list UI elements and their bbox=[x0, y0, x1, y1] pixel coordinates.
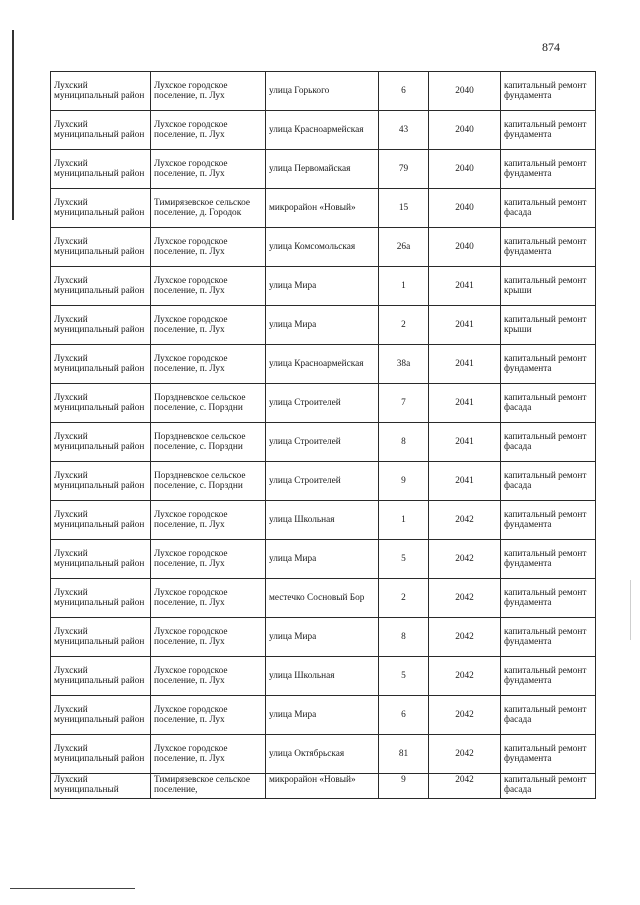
year-cell: 2042 bbox=[429, 540, 501, 579]
work-type-cell: капитальный ремонт фундамента bbox=[501, 150, 596, 189]
settlement-cell: Лухское городское поселение, п. Лух bbox=[151, 345, 266, 384]
settlement-cell: Порздневское сельское поселение, с. Порздни bbox=[151, 462, 266, 501]
settlement-cell: Порздневское сельское поселение, с. Порздни bbox=[151, 384, 266, 423]
settlement-cell: Лухское городское поселение, п. Лух bbox=[151, 228, 266, 267]
street-cell: улица Строителей bbox=[266, 423, 379, 462]
house-number-cell: 6 bbox=[379, 72, 429, 111]
year-cell: 2040 bbox=[429, 189, 501, 228]
settlement-cell: Лухское городское поселение, п. Лух bbox=[151, 72, 266, 111]
year-cell: 2041 bbox=[429, 267, 501, 306]
table-row bbox=[51, 189, 596, 228]
settlement-cell: Лухское городское поселение, п. Лух bbox=[151, 306, 266, 345]
district-cell: Лухский муниципальный район bbox=[51, 189, 151, 228]
work-type-cell: капитальный ремонт фасада bbox=[501, 423, 596, 462]
year-cell: 2040 bbox=[429, 150, 501, 189]
table-row bbox=[51, 345, 596, 384]
house-number-cell: 26а bbox=[379, 228, 429, 267]
district-cell: Лухский муниципальный район bbox=[51, 462, 151, 501]
house-number-cell: 43 bbox=[379, 111, 429, 150]
work-type-cell: капитальный ремонт фундамента bbox=[501, 72, 596, 111]
year-cell: 2042 bbox=[429, 696, 501, 735]
year-cell: 2042 bbox=[429, 618, 501, 657]
settlement-cell: Лухское городское поселение, п. Лух bbox=[151, 267, 266, 306]
settlement-cell: Лухское городское поселение, п. Лух bbox=[151, 735, 266, 774]
settlement-cell: Лухское городское поселение, п. Лух bbox=[151, 657, 266, 696]
table-row bbox=[51, 384, 596, 423]
district-cell: Лухский муниципальный район bbox=[51, 657, 151, 696]
repair-schedule-table bbox=[50, 71, 596, 799]
work-type-cell: капитальный ремонт фундамента bbox=[501, 657, 596, 696]
street-cell: улица Мира bbox=[266, 696, 379, 735]
table-row bbox=[51, 657, 596, 696]
street-cell: улица Строителей bbox=[266, 384, 379, 423]
settlement-cell: Лухское городское поселение, п. Лух bbox=[151, 579, 266, 618]
work-type-cell: капитальный ремонт крыши bbox=[501, 306, 596, 345]
settlement-cell: Порздневское сельское поселение, с. Порздни bbox=[151, 423, 266, 462]
street-cell: улица Мира bbox=[266, 540, 379, 579]
work-type-cell: капитальный ремонт фасада bbox=[501, 189, 596, 228]
year-cell: 2042 bbox=[429, 657, 501, 696]
work-type-cell: капитальный ремонт фундамента bbox=[501, 228, 596, 267]
table-row bbox=[51, 774, 596, 799]
settlement-cell: Лухское городское поселение, п. Лух bbox=[151, 111, 266, 150]
year-cell: 2041 bbox=[429, 462, 501, 501]
street-cell: улица Комсомольская bbox=[266, 228, 379, 267]
house-number-cell: 5 bbox=[379, 540, 429, 579]
district-cell: Лухский муниципальный район bbox=[51, 696, 151, 735]
table-row bbox=[51, 111, 596, 150]
year-cell: 2042 bbox=[429, 501, 501, 540]
house-number-cell: 5 bbox=[379, 657, 429, 696]
work-type-cell: капитальный ремонт фасада bbox=[501, 774, 596, 799]
district-cell: Лухский муниципальный район bbox=[51, 579, 151, 618]
table-row bbox=[51, 462, 596, 501]
district-cell: Лухский муниципальный район bbox=[51, 306, 151, 345]
district-cell: Лухский муниципальный район bbox=[51, 423, 151, 462]
settlement-cell: Лухское городское поселение, п. Лух bbox=[151, 696, 266, 735]
street-cell: микрорайон «Новый» bbox=[266, 189, 379, 228]
district-cell: Лухский муниципальный район bbox=[51, 111, 151, 150]
street-cell: улица Красноармейская bbox=[266, 111, 379, 150]
street-cell: улица Мира bbox=[266, 267, 379, 306]
table-row bbox=[51, 618, 596, 657]
district-cell: Лухский муниципальный район bbox=[51, 501, 151, 540]
settlement-cell: Тимирязевское сельское поселение, д. Городок bbox=[151, 189, 266, 228]
street-cell: местечко Сосновый Бор bbox=[266, 579, 379, 618]
work-type-cell: капитальный ремонт крыши bbox=[501, 267, 596, 306]
house-number-cell: 38а bbox=[379, 345, 429, 384]
house-number-cell: 1 bbox=[379, 267, 429, 306]
settlement-cell: Лухское городское поселение, п. Лух bbox=[151, 618, 266, 657]
table-row bbox=[51, 735, 596, 774]
work-type-cell: капитальный ремонт фасада bbox=[501, 384, 596, 423]
street-cell: микрорайон «Новый» bbox=[266, 774, 379, 799]
district-cell: Лухский муниципальный район bbox=[51, 150, 151, 189]
settlement-cell: Лухское городское поселение, п. Лух bbox=[151, 150, 266, 189]
street-cell: улица Октябрьская bbox=[266, 735, 379, 774]
year-cell: 2041 bbox=[429, 423, 501, 462]
year-cell: 2040 bbox=[429, 228, 501, 267]
work-type-cell: капитальный ремонт фундамента bbox=[501, 579, 596, 618]
table-row bbox=[51, 579, 596, 618]
work-type-cell: капитальный ремонт фасада bbox=[501, 462, 596, 501]
house-number-cell: 6 bbox=[379, 696, 429, 735]
table-row bbox=[51, 540, 596, 579]
year-cell: 2041 bbox=[429, 306, 501, 345]
street-cell: улица Первомайская bbox=[266, 150, 379, 189]
year-cell: 2042 bbox=[429, 735, 501, 774]
house-number-cell: 8 bbox=[379, 618, 429, 657]
work-type-cell: капитальный ремонт фундамента bbox=[501, 540, 596, 579]
house-number-cell: 79 bbox=[379, 150, 429, 189]
district-cell: Лухский муниципальный район bbox=[51, 540, 151, 579]
house-number-cell: 9 bbox=[379, 462, 429, 501]
work-type-cell: капитальный ремонт фундамента bbox=[501, 735, 596, 774]
table-row bbox=[51, 228, 596, 267]
table-row bbox=[51, 150, 596, 189]
district-cell: Лухский муниципальный район bbox=[51, 345, 151, 384]
street-cell: улица Строителей bbox=[266, 462, 379, 501]
district-cell: Лухский муниципальный район bbox=[51, 384, 151, 423]
district-cell: Лухский муниципальный район bbox=[51, 735, 151, 774]
district-cell: Лухский муниципальный район bbox=[51, 618, 151, 657]
work-type-cell: капитальный ремонт фундамента bbox=[501, 345, 596, 384]
settlement-cell: Лухское городское поселение, п. Лух bbox=[151, 540, 266, 579]
house-number-cell: 7 bbox=[379, 384, 429, 423]
street-cell: улица Мира bbox=[266, 306, 379, 345]
table-row bbox=[51, 267, 596, 306]
house-number-cell: 9 bbox=[379, 774, 429, 799]
work-type-cell: капитальный ремонт фундамента bbox=[501, 111, 596, 150]
table-row bbox=[51, 423, 596, 462]
footnote-rule bbox=[10, 888, 135, 889]
year-cell: 2040 bbox=[429, 72, 501, 111]
house-number-cell: 2 bbox=[379, 306, 429, 345]
year-cell: 2042 bbox=[429, 774, 501, 799]
table-row bbox=[51, 306, 596, 345]
street-cell: улица Красноармейская bbox=[266, 345, 379, 384]
district-cell: Лухский муниципальный район bbox=[51, 267, 151, 306]
district-cell: Лухский муниципальный bbox=[51, 774, 151, 799]
house-number-cell: 2 bbox=[379, 579, 429, 618]
table-row bbox=[51, 501, 596, 540]
street-cell: улица Школьная bbox=[266, 657, 379, 696]
house-number-cell: 1 bbox=[379, 501, 429, 540]
year-cell: 2042 bbox=[429, 579, 501, 618]
settlement-cell: Лухское городское поселение, п. Лух bbox=[151, 501, 266, 540]
page-number: 874 bbox=[542, 40, 560, 54]
table-row bbox=[51, 72, 596, 111]
house-number-cell: 81 bbox=[379, 735, 429, 774]
house-number-cell: 15 bbox=[379, 189, 429, 228]
year-cell: 2041 bbox=[429, 345, 501, 384]
scan-edge-mark bbox=[630, 580, 631, 640]
work-type-cell: капитальный ремонт фундамента bbox=[501, 618, 596, 657]
house-number-cell: 8 bbox=[379, 423, 429, 462]
work-type-cell: капитальный ремонт фундамента bbox=[501, 501, 596, 540]
street-cell: улица Школьная bbox=[266, 501, 379, 540]
year-cell: 2040 bbox=[429, 111, 501, 150]
street-cell: улица Горького bbox=[266, 72, 379, 111]
table-row bbox=[51, 696, 596, 735]
scan-margin-mark bbox=[12, 30, 14, 220]
year-cell: 2041 bbox=[429, 384, 501, 423]
street-cell: улица Мира bbox=[266, 618, 379, 657]
work-type-cell: капитальный ремонт фасада bbox=[501, 696, 596, 735]
settlement-cell: Тимирязевское сельское поселение, bbox=[151, 774, 266, 799]
district-cell: Лухский муниципальный район bbox=[51, 228, 151, 267]
district-cell: Лухский муниципальный район bbox=[51, 72, 151, 111]
